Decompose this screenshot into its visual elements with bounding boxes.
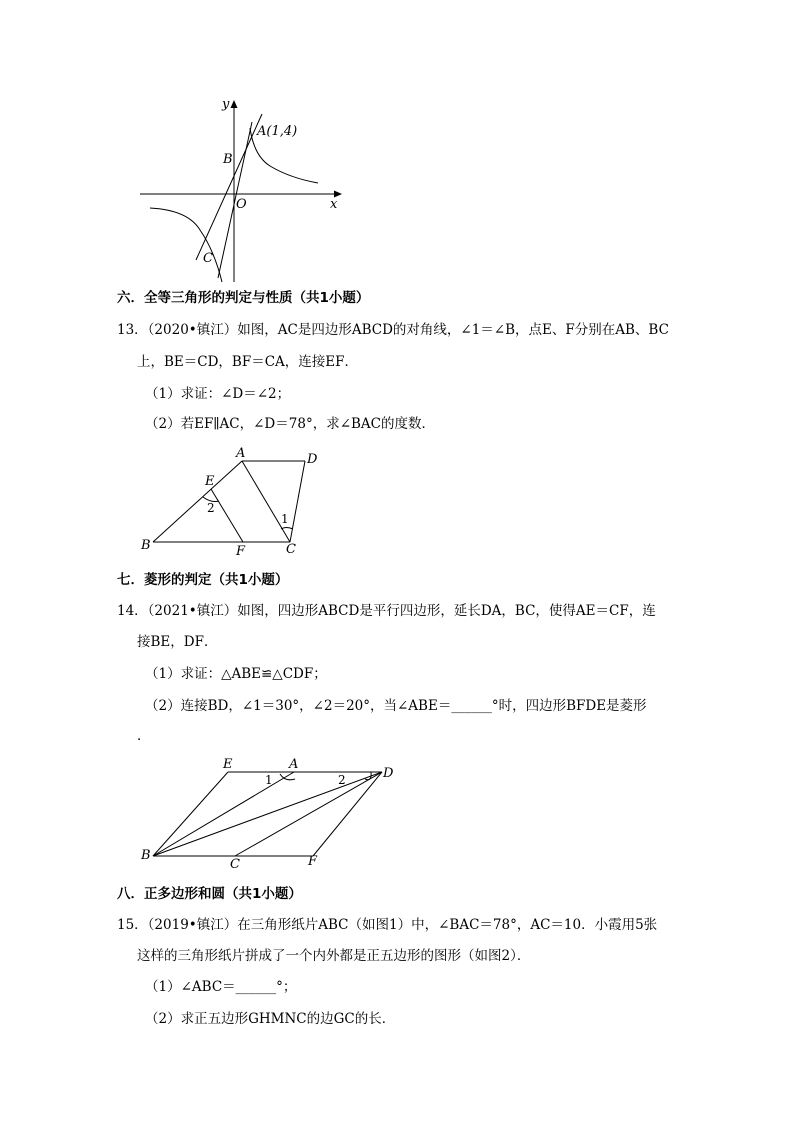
- q13-line2: 上，BE＝CD，BF＝CA，连接EF．: [137, 354, 359, 370]
- q14-line2: 接BE，DF．: [137, 634, 218, 650]
- segment-EF: [211, 489, 243, 542]
- fig13-label-D: D: [307, 452, 318, 467]
- fig14-label-C: C: [230, 857, 240, 872]
- q15-line1: 15．（2019•镇江）在三角形纸片ABC（如图1）中，∠BAC＝78°，AC＝10．小霞用5张: [117, 917, 658, 933]
- fig13-label-B: B: [141, 538, 151, 553]
- segment-AC: [242, 461, 290, 542]
- fig14-label-A: A: [289, 757, 299, 772]
- fig13-label-A: A: [236, 446, 246, 461]
- q15-part2: （2）求正五边形GHMNC的边GC的长．: [145, 1011, 396, 1027]
- angle-1-arc: [281, 528, 293, 530]
- segment-BE: [153, 772, 228, 856]
- q14-period: ．: [137, 728, 151, 744]
- segment-BA: [153, 461, 242, 542]
- segment-CD: [235, 772, 382, 856]
- fig14-label-1: 1: [265, 773, 273, 787]
- section-6-title: 六．全等三角形的判定与性质（共1小题）: [117, 290, 370, 306]
- section-7-title: 七．菱形的判定（共1小题）: [117, 572, 289, 588]
- q15-part1: （1）∠ABC＝______°；: [145, 979, 297, 995]
- fig14-label-2: 2: [338, 773, 346, 787]
- fig13-label-E: E: [205, 474, 215, 489]
- fig13-label-1: 1: [281, 512, 289, 526]
- segment-DC: [290, 461, 305, 542]
- q14-part1: （1）求证：△ABE≌△CDF；: [145, 666, 327, 682]
- line-AB: [196, 114, 262, 260]
- label-O: O: [236, 197, 247, 212]
- coordinate-graph-figure: [130, 90, 360, 285]
- q15-line2: 这样的三角形纸片拼成了一个内外都是正五边形的图形（如图2）．: [137, 948, 531, 964]
- q13-line1: 13．（2020•镇江）如图，AC是四边形ABCD的对角线，∠1＝∠B，点E、F分别在AB、BC: [117, 322, 669, 338]
- y-axis-arrow: [231, 100, 238, 108]
- q13-part2: （2）若EF∥AC，∠D＝78°，求∠BAC的度数．: [145, 416, 435, 432]
- fig13-label-F: F: [236, 544, 246, 559]
- fig14-label-D: D: [383, 766, 394, 781]
- label-y: y: [222, 97, 230, 112]
- label-C: C: [203, 251, 213, 266]
- label-B: B: [223, 152, 233, 167]
- fig13-label-C: C: [286, 542, 296, 557]
- fig14-label-E: E: [223, 757, 233, 772]
- fig13-label-2: 2: [207, 501, 215, 515]
- q14-line1: 14．（2021•镇江）如图，四边形ABCD是平行四边形，延长DA，BC，使得AE＝CF，连: [117, 603, 656, 619]
- fig14-label-B: B: [141, 848, 151, 863]
- segment-BA: [153, 772, 294, 856]
- hyperbola-branch-lower: [150, 208, 222, 282]
- fig14-label-F: F: [308, 854, 318, 869]
- section-8-title: 八．正多边形和圆（共1小题）: [117, 886, 302, 902]
- label-A: A(1,4): [257, 124, 298, 139]
- parallelogram-figure-14: [135, 755, 405, 875]
- q14-part2: （2）连接BD，∠1＝30°，∠2＝20°，当∠ABE＝______°时，四边形BFDE是菱形: [145, 698, 647, 714]
- q13-part1: （1）求证：∠D＝∠2；: [145, 386, 291, 402]
- label-x: x: [330, 197, 338, 212]
- quadrilateral-figure-13: [135, 445, 335, 560]
